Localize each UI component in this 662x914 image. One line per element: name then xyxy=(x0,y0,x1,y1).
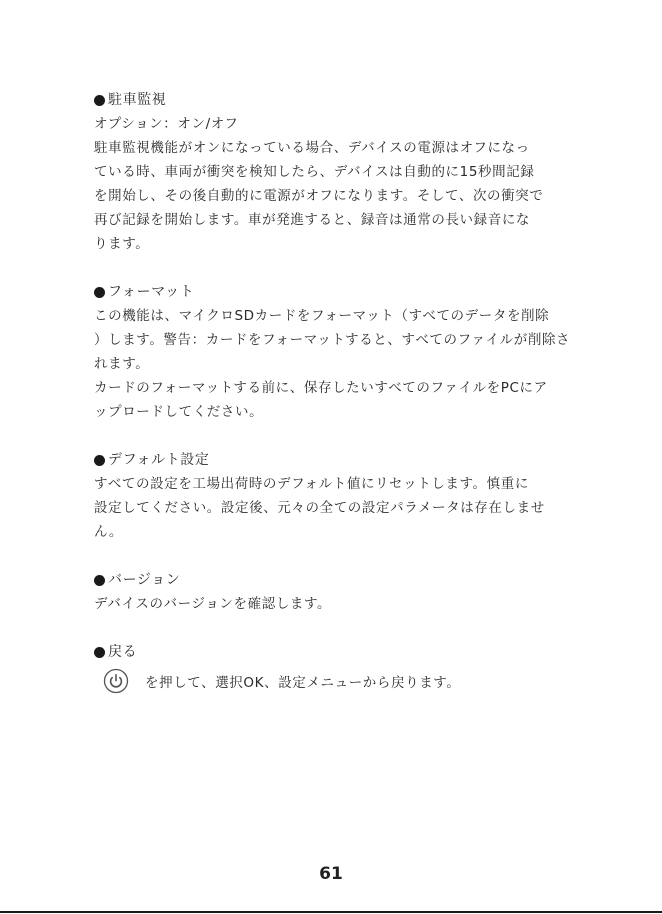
paragraph-line: ている時、車両が衝突を検知したら、デバイスは自動的に15秒間記録 xyxy=(94,164,535,180)
paragraph-line: ップロードしてください。 xyxy=(94,404,264,420)
section-title: 駐車監視 xyxy=(108,92,167,108)
section-title: バージョン xyxy=(108,572,181,588)
bullet-icon xyxy=(94,95,105,106)
paragraph-line: カードのフォーマットする前に、保存したいすべてのファイルをPCにア xyxy=(94,380,548,396)
paragraph-line: を開始し、その後自動的に電源がオフになります。そして、次の衝突で xyxy=(94,188,544,204)
paragraph-line: この機能は、マイクロSDカードをフォーマット（すべてのデータを削除 xyxy=(94,308,550,324)
bottom-divider xyxy=(0,911,662,913)
section-default-settings xyxy=(94,448,584,544)
paragraph-line: 再び記録を開始します。車が発進すると、録音は通常の長い録音にな xyxy=(94,212,531,228)
section-format xyxy=(94,280,584,424)
manual-content xyxy=(94,88,584,722)
bullet-icon xyxy=(94,575,105,586)
bullet-icon xyxy=(94,647,105,658)
section-heading xyxy=(94,568,584,592)
paragraph-line: ）します。警告：カードをフォーマットすると、すべてのファイルが削除さ xyxy=(94,332,571,348)
paragraph-line: れます。 xyxy=(94,356,150,372)
page-number: 61 xyxy=(319,864,343,884)
section-heading xyxy=(94,88,584,112)
section-title: 戻る xyxy=(108,644,138,660)
section-title: フォーマット xyxy=(108,284,195,300)
paragraph-line: ん。 xyxy=(94,524,124,540)
paragraph-line: ります。 xyxy=(94,236,150,252)
instruction-text: を押して、選択OK、設定メニューから戻ります。 xyxy=(145,675,461,691)
section-heading xyxy=(94,448,584,472)
paragraph-line: すべての設定を工場出荷時のデフォルト値にリセットします。慎重に xyxy=(94,476,529,492)
paragraph-line: オプション：オン/オフ xyxy=(94,116,239,132)
back-instruction xyxy=(94,664,584,698)
section-parking-monitor xyxy=(94,88,584,256)
section-version xyxy=(94,568,584,616)
section-heading xyxy=(94,280,584,304)
section-title: デフォルト設定 xyxy=(108,452,210,468)
paragraph-line: デバイスのバージョンを確認します。 xyxy=(94,596,332,612)
bullet-icon xyxy=(94,455,105,466)
paragraph-line: 設定してください。設定後、元々の全ての設定パラメータは存在しませ xyxy=(94,500,545,516)
section-heading xyxy=(94,640,584,664)
paragraph-line: 駐車監視機能がオンになっている場合、デバイスの電源はオフになっ xyxy=(94,140,530,156)
bullet-icon xyxy=(94,287,105,298)
section-back xyxy=(94,640,584,698)
power-icon xyxy=(103,668,129,694)
